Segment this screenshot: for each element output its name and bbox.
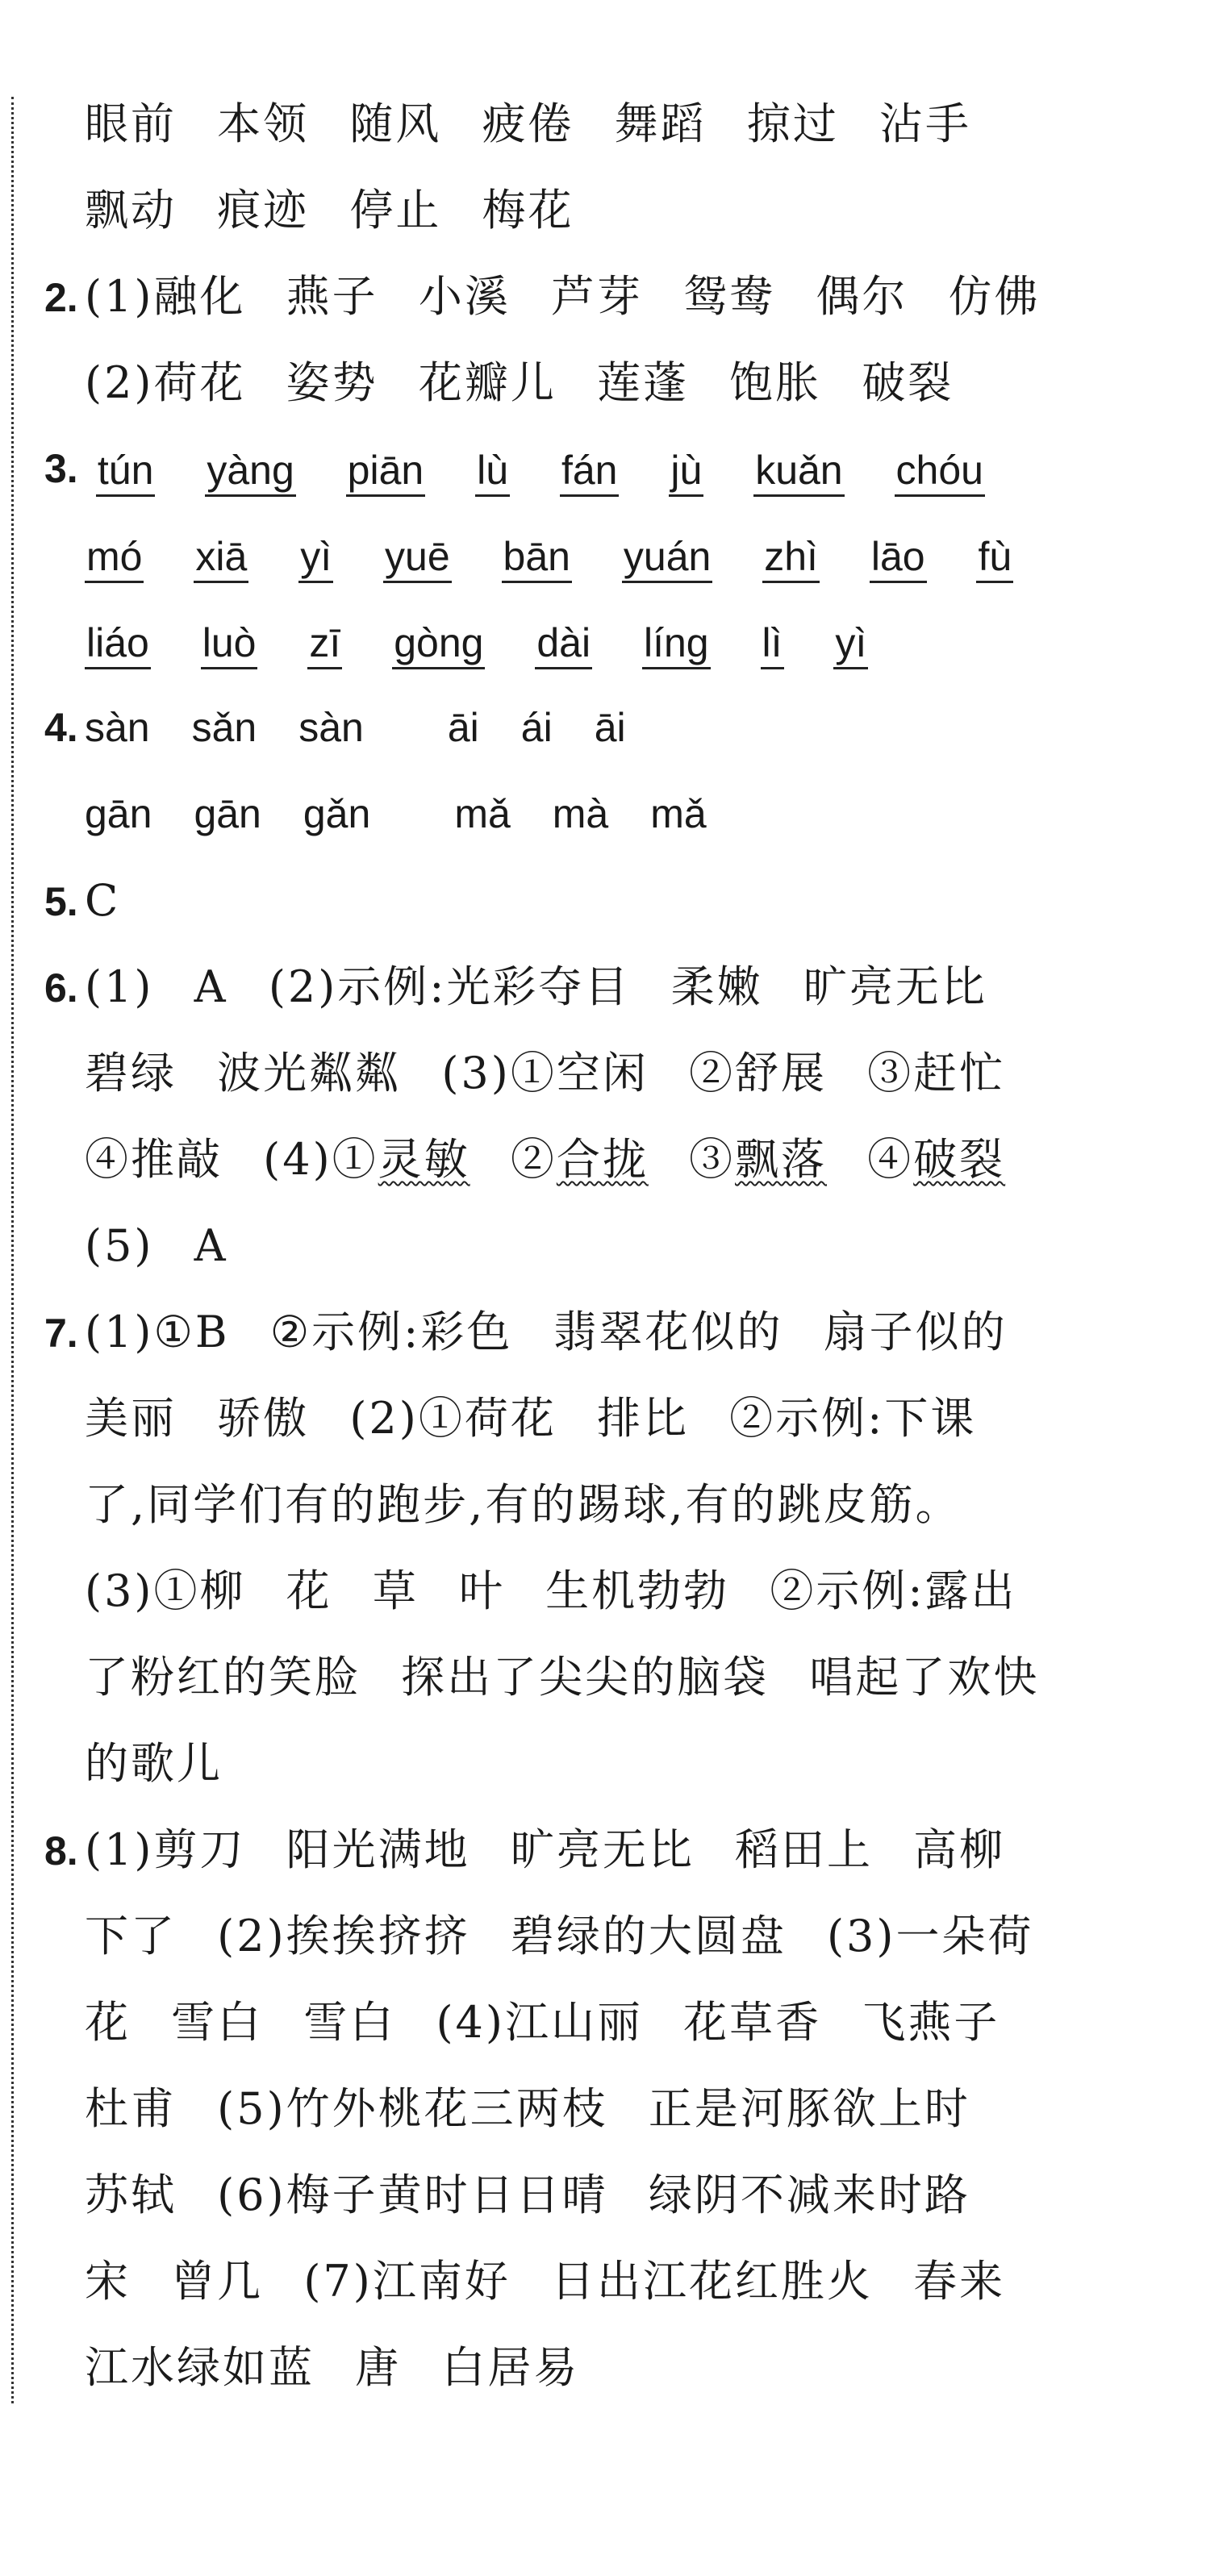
- wavy-underlined-word: 飘落: [735, 1134, 827, 1185]
- answer-text: 了,同学们有的跑步,有的踢球,有的跳皮筋。: [85, 1479, 962, 1530]
- wavy-underlined-word: 合拢: [556, 1134, 649, 1185]
- margin-dotted-rule: [11, 97, 14, 2403]
- answer-line: [44, 2238, 1190, 2324]
- answer-text: 飘动 痕迹 停止 梅花: [85, 185, 574, 236]
- question-number: 4.: [44, 705, 78, 750]
- question-2: [44, 253, 1190, 340]
- pinyin-item: yuē: [383, 532, 452, 583]
- pinyin-item: jù: [669, 446, 703, 497]
- question-number: 3.: [44, 446, 78, 491]
- question-7: [44, 1289, 1190, 1375]
- answer-line: [44, 1634, 1190, 1720]
- pinyin-item: sǎn: [191, 705, 257, 750]
- question-number: 8.: [44, 1828, 78, 1874]
- answer-text: ②: [470, 1134, 557, 1185]
- answer-text: (1)剪刀 阳光满地 旷亮无比 稻田上 高柳: [85, 1824, 1006, 1875]
- pinyin-item: gòng: [392, 619, 485, 669]
- answer-line: [44, 167, 1190, 253]
- pinyin-item: gǎn: [303, 791, 371, 836]
- answer-text: 下了 (2)挨挨挤挤 碧绿的大圆盘 (3)一朵荷: [85, 1911, 1034, 1961]
- question-4: [44, 685, 1190, 771]
- pinyin-item: fù: [976, 532, 1013, 583]
- answer-line: [44, 1203, 1190, 1289]
- pinyin-item: mǎ: [650, 791, 707, 836]
- answer-text: 江水绿如蓝 唐 白居易: [85, 2342, 580, 2393]
- pinyin-item: gān: [194, 791, 261, 836]
- pinyin-row-3: [44, 598, 1190, 685]
- pinyin-item: mà: [552, 791, 609, 836]
- pinyin-item: gān: [85, 791, 152, 836]
- answer-text: 碧绿 波光粼粼 (3)①空闲 ②舒展 ③赶忙: [85, 1048, 1006, 1098]
- answer-line: [44, 81, 1190, 167]
- pinyin-item: zhì: [762, 532, 820, 583]
- pinyin-item: chóu: [895, 446, 985, 497]
- answer-line: [44, 340, 1190, 426]
- pinyin-row-1: [85, 446, 1024, 494]
- answer-line: [44, 1461, 1190, 1548]
- answer-text: 苏轼 (6)梅子黄时日日晴 绿阴不减来时路: [85, 2170, 970, 2220]
- pinyin-item: yàng: [205, 446, 295, 497]
- answer-text: (1)融化 燕子 小溪 芦芽 鸳鸯 偶尔 仿佛: [85, 271, 1041, 322]
- answer-line: [44, 1116, 1190, 1203]
- answer-text: 宋 曾几 (7)江南好 日出江花红胜火 春来: [85, 2256, 1006, 2307]
- pinyin-item: zī: [307, 619, 342, 669]
- pinyin-item: liáo: [85, 619, 151, 669]
- question-number: 5.: [44, 879, 78, 924]
- answer-line: [44, 1548, 1190, 1634]
- pinyin-item: piān: [346, 446, 426, 497]
- answer-text: ④推敲 (4)①: [85, 1134, 378, 1185]
- answer-line: [44, 1030, 1190, 1116]
- answer-text: 了粉红的笑脸 探出了尖尖的脑袋 唱起了欢快: [85, 1652, 1040, 1703]
- wavy-underlined-word: 灵敏: [378, 1134, 470, 1185]
- answer-line: [44, 1893, 1190, 1979]
- answer-text: 的歌儿: [85, 1738, 223, 1789]
- pinyin-item: ái: [520, 705, 553, 750]
- question-3: [44, 426, 1190, 512]
- answer-text: (1) A (2)示例:光彩夺目 柔嫩 旷亮无比: [85, 961, 987, 1012]
- pinyin-item: yì: [298, 532, 333, 583]
- pinyin-item: lì: [761, 619, 784, 669]
- question-5: [44, 857, 1190, 944]
- answer-line: [44, 1375, 1190, 1461]
- answer-line: [44, 1979, 1190, 2065]
- answer-text: 杜甫 (5)竹外桃花三两枝 正是河豚欲上时: [85, 2083, 970, 2134]
- pinyin-row-2: [44, 512, 1190, 598]
- pinyin-item: sàn: [85, 705, 150, 750]
- answer-text: (5) A: [85, 1220, 228, 1271]
- pinyin-item: lāo: [870, 532, 927, 583]
- question-6: [44, 944, 1190, 1030]
- answer-line: [44, 2152, 1190, 2238]
- answer-text: ③: [648, 1134, 735, 1185]
- pinyin-item: kuǎn: [753, 446, 844, 497]
- pinyin-item: xiā: [194, 532, 248, 583]
- pinyin-item: āi: [447, 705, 479, 750]
- answer-line: [44, 2324, 1190, 2411]
- pinyin-item: yuán: [622, 532, 712, 583]
- pinyin-item: dài: [535, 619, 592, 669]
- question-number: 7.: [44, 1311, 78, 1356]
- question-number: 6.: [44, 965, 78, 1011]
- answer-text: 眼前 本领 随风 疲倦 舞蹈 掠过 沾手: [85, 98, 971, 149]
- answer-line: [44, 2065, 1190, 2152]
- answer-text: 花 雪白 雪白 (4)江山丽 花草香 飞燕子: [85, 1997, 1000, 2048]
- pinyin-item: fán: [560, 446, 620, 497]
- answer-text: (3)①柳 花 草 叶 生机勃勃 ②示例:露出: [85, 1565, 1017, 1616]
- pinyin-item: luò: [201, 619, 258, 669]
- pinyin-item: líng: [642, 619, 711, 669]
- pinyin-item: mó: [85, 532, 144, 583]
- wavy-underlined-word: 破裂: [913, 1134, 1006, 1185]
- answer-text: 美丽 骄傲 (2)①荷花 排比 ②示例:下课: [85, 1393, 977, 1444]
- pinyin-item: bān: [502, 532, 572, 583]
- question-8: [44, 1807, 1190, 1893]
- pinyin-item: mǎ: [454, 791, 511, 836]
- answer-line: [44, 1720, 1190, 1807]
- pinyin-item: yì: [833, 619, 868, 669]
- pinyin-row: [44, 771, 1190, 857]
- answer-content: [44, 81, 1190, 2411]
- answer-text: (2)荷花 姿势 花瓣儿 莲蓬 饱胀 破裂: [85, 357, 954, 408]
- answer-text: ④: [827, 1134, 914, 1185]
- pinyin-item: āi: [594, 705, 626, 750]
- answer-text: C: [85, 875, 121, 926]
- pinyin-item: lù: [475, 446, 510, 497]
- answer-text: (1)①B ②示例:彩色 翡翠花似的 扇子似的: [85, 1307, 1008, 1357]
- question-number: 2.: [44, 275, 78, 320]
- pinyin-item: tún: [96, 446, 156, 497]
- pinyin-item: sàn: [298, 705, 364, 750]
